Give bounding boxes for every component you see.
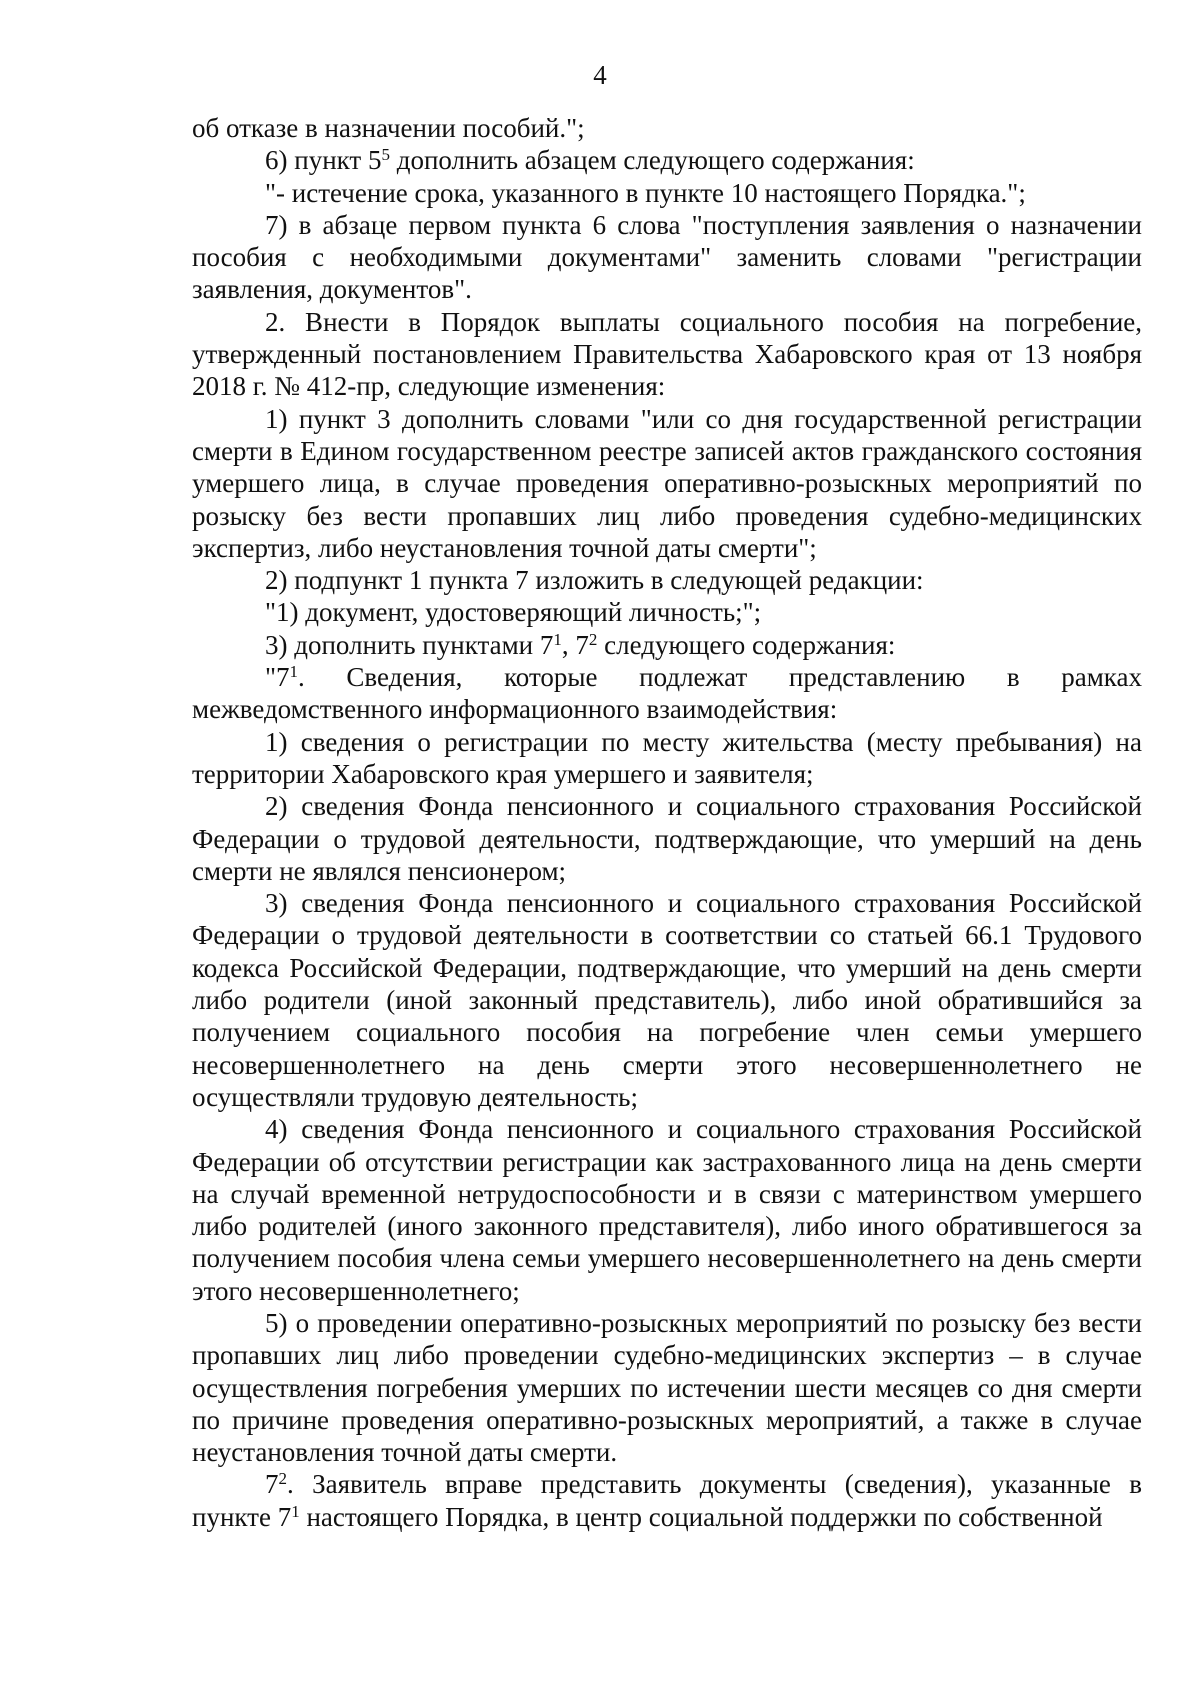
paragraph-text: следующего содержания: — [597, 629, 896, 660]
paragraph-text: "1) документ, удостоверяющий личность;"; — [265, 597, 762, 628]
paragraph-text: настоящего Порядка, в центр социальной поддержки по собственной — [299, 1501, 1103, 1532]
paragraph — [192, 726, 1142, 791]
paragraph — [192, 1468, 1142, 1533]
superscript: 2 — [588, 629, 598, 649]
paragraph-text: 7) в абзаце первом пункта 6 слова "поступления заявления о назначении пособия с необходимыми документами" заменить словами "регистрации заявления, документов". — [192, 209, 1142, 305]
paragraph — [192, 596, 1142, 628]
superscript: 1 — [553, 629, 562, 649]
superscript: 2 — [278, 1469, 287, 1489]
paragraph-text: дополнить абзацем следующего содержания: — [389, 145, 915, 176]
paragraph-text: . Сведения, которые подлежат представлению в рамках межведомственного информационного взаимодействия: — [192, 662, 1142, 725]
paragraph — [192, 564, 1142, 596]
paragraph-text: 6) пункт 5 — [265, 145, 382, 176]
paragraph — [192, 1307, 1142, 1468]
paragraph-text: "- истечение срока, указанного в пункте 10 настоящего Порядка."; — [265, 177, 1026, 208]
paragraph — [192, 177, 1142, 209]
paragraph-text: 1) сведения о регистрации по месту жительства (месту пребывания) на территории Хабаровского края умершего и заявителя; — [192, 726, 1142, 789]
paragraph-text: 5) о проведении оперативно-розыскных мероприятий по розыску без вести пропавших лиц либо проведении судебно-медицинских экспертиз – в случае осуществления погребения умерших по истечении шести месяцев со дня смерти по причине проведения оперативно-розыскных мероприятий, а также в случае неустановления точной даты смерти. — [192, 1307, 1142, 1468]
paragraph-text: 2. Внести в Порядок выплаты социального пособия на погребение, утвержденный постановлением Правительства Хабаровского края от 13 ноября 2018 г. № 412-пр, следующие изменения: — [192, 306, 1142, 402]
paragraph-text: 4) сведения Фонда пенсионного и социального страхования Российской Федерации об отсутствии регистрации как застрахованного лица на день смерти на случай временной нетрудоспособности и в связи с материнством умершего либо родителей (иного законного представителя), либо иного обратившегося за получением пособия члена семьи умершего несовершеннолетнего на день смерти этого несовершеннолетнего; — [192, 1114, 1142, 1306]
paragraph-text: , 7 — [561, 629, 589, 660]
paragraph — [192, 629, 1142, 661]
page-number: 4 — [593, 60, 607, 90]
paragraph-text: 2) подпункт 1 пункта 7 изложить в следующей редакции: — [265, 565, 924, 596]
paragraph-text: 1) пункт 3 дополнить словами "или со дня государственной регистрации смерти в Едином государственном реестре записей актов гражданского состояния умершего лица, в случае проведения оперативно-розыскных мероприятий по розыску без вести пропавших лиц либо проведения судебно-медицинских экспертиз, либо неустановления точной даты смерти"; — [192, 403, 1142, 563]
paragraph — [192, 887, 1142, 1113]
superscript: 1 — [289, 662, 299, 682]
paragraph-text: об отказе в назначении пособий."; — [192, 113, 585, 143]
paragraph — [192, 661, 1142, 726]
paragraph-text: 2) сведения Фонда пенсионного и социального страхования Российской Федерации о трудовой деятельности, подтверждающие, что умерший на день смерти не являлся пенсионером; — [192, 791, 1142, 886]
paragraph — [192, 306, 1142, 403]
paragraph — [192, 209, 1142, 306]
paragraph — [192, 1113, 1142, 1307]
paragraph-text: 3) дополнить пунктами 7 — [265, 629, 554, 660]
paragraph — [192, 403, 1142, 564]
paragraph — [192, 144, 1142, 176]
paragraph-text: "7 — [265, 662, 290, 693]
superscript: 1 — [291, 1501, 300, 1521]
document-body — [192, 112, 1142, 1533]
paragraph-text: . Заявитель вправе представить документы (сведения), указанные в пункте 7 — [192, 1469, 1142, 1532]
paragraph — [192, 112, 1142, 144]
paragraph-text: 7 — [265, 1469, 279, 1500]
paragraph-text: 3) сведения Фонда пенсионного и социального страхования Российской Федерации о трудовой деятельности в соответствии со статьей 66.1 Трудового кодекса Российской Федерации, подтверждающие, что умерший на день смерти либо родители (иной законный представитель), либо иной обратившийся за получением социального пособия на погребение член семьи умершего несовершеннолетнего на день смерти этого несовершеннолетнего не осуществляли трудовую деятельность; — [192, 888, 1142, 1112]
superscript: 5 — [381, 145, 390, 165]
paragraph — [192, 790, 1142, 887]
